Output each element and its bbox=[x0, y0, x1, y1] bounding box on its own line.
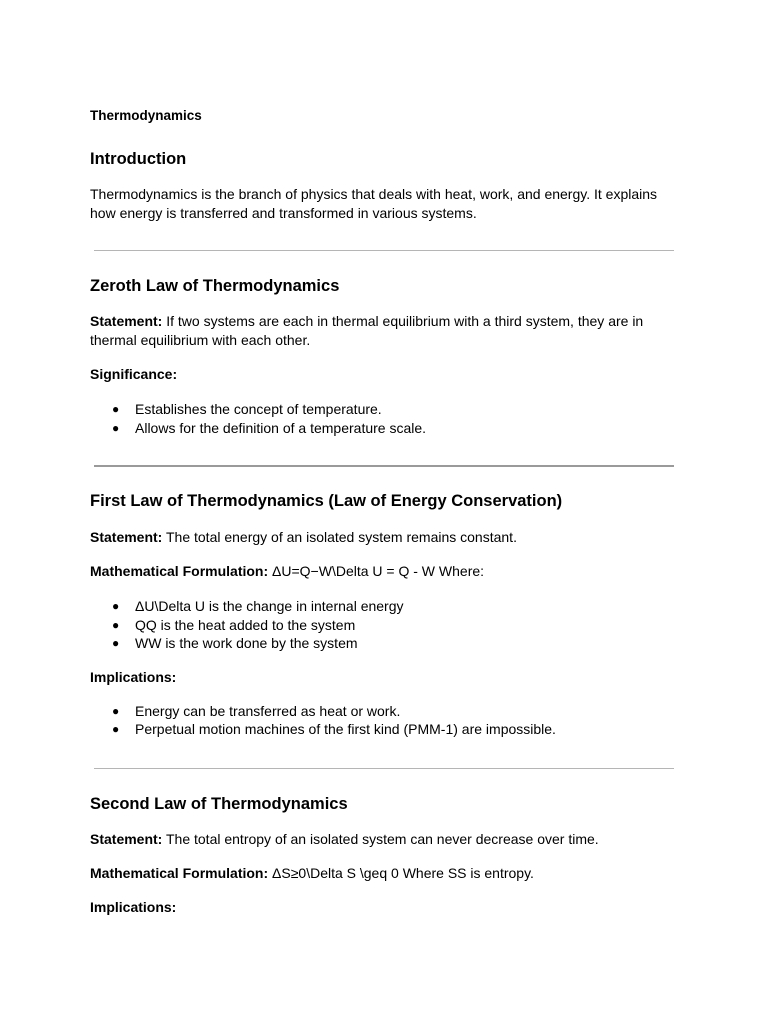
second-statement bbox=[90, 830, 678, 849]
formula-text: ΔU=Q−W\Delta U = Q - W Where: bbox=[268, 563, 485, 579]
list-item: ● Energy can be transferred as heat or work. bbox=[112, 702, 401, 719]
formula-label: Mathematical Formulation: bbox=[90, 563, 269, 579]
first-formula-list bbox=[90, 597, 678, 653]
formula-text: ΔS≥0\Delta S \geq 0 Where SS is entropy. bbox=[268, 864, 534, 881]
list-item: ● Perpetual motion machines of the first kind (PMM-1) are impossible. bbox=[112, 721, 556, 737]
statement-label: Statement: bbox=[90, 830, 163, 847]
statement-text: The total energy of an isolated system remains constant. bbox=[162, 529, 517, 545]
first-statement bbox=[90, 528, 678, 547]
first-law-heading: First Law of Thermodynamics (Law of Energy Conservation) bbox=[90, 492, 563, 510]
document-page bbox=[90, 106, 678, 917]
bullet-icon: ● bbox=[112, 703, 120, 718]
statement-label: Statement: bbox=[90, 313, 163, 329]
list-item: ● WW is the work done by the system bbox=[112, 635, 358, 651]
bullet-icon: ● bbox=[112, 420, 120, 435]
statement-text: If two systems are each in thermal equilibrium with a third system, they are in thermal equilibrium with each other. bbox=[90, 313, 644, 348]
zeroth-significance-list bbox=[90, 400, 678, 437]
bullet-icon: ● bbox=[112, 617, 120, 632]
bullet-icon: ● bbox=[112, 599, 120, 613]
formula-label: Mathematical Formulation: bbox=[90, 864, 269, 881]
list-item: ● ΔU\Delta U is the change in internal energy bbox=[112, 598, 404, 614]
section-divider bbox=[94, 250, 674, 251]
zeroth-significance-label: Significance: bbox=[90, 366, 178, 382]
first-implications-list bbox=[90, 702, 678, 739]
intro-paragraph: Thermodynamics is the branch of physics that deals with heat, work, and energy. It explains how energy is transferred and transformed in various systems. bbox=[90, 186, 658, 221]
zeroth-statement bbox=[90, 312, 678, 350]
statement-text: The total entropy of an isolated system can never decrease over time. bbox=[162, 830, 599, 847]
list-item: ● Establishes the concept of temperature. bbox=[112, 401, 382, 417]
section-divider bbox=[94, 768, 674, 769]
first-formula bbox=[90, 562, 678, 581]
list-item: ● QQ is the heat added to the system bbox=[112, 616, 356, 633]
list-item: ● Allows for the definition of a temperature scale. bbox=[112, 419, 427, 436]
second-law-heading: Second Law of Thermodynamics bbox=[90, 794, 348, 813]
second-formula bbox=[90, 864, 678, 883]
statement-label: Statement: bbox=[90, 529, 163, 545]
section-divider bbox=[94, 465, 674, 467]
document-title: Thermodynamics bbox=[90, 108, 202, 123]
intro-heading: Introduction bbox=[90, 150, 187, 168]
bullet-icon: ● bbox=[112, 722, 120, 736]
first-implications-label: Implications: bbox=[90, 668, 177, 685]
bullet-icon: ● bbox=[112, 402, 120, 416]
zeroth-law-heading: Zeroth Law of Thermodynamics bbox=[90, 277, 340, 295]
second-implications-label: Implications: bbox=[90, 898, 177, 915]
bullet-icon: ● bbox=[112, 636, 120, 650]
